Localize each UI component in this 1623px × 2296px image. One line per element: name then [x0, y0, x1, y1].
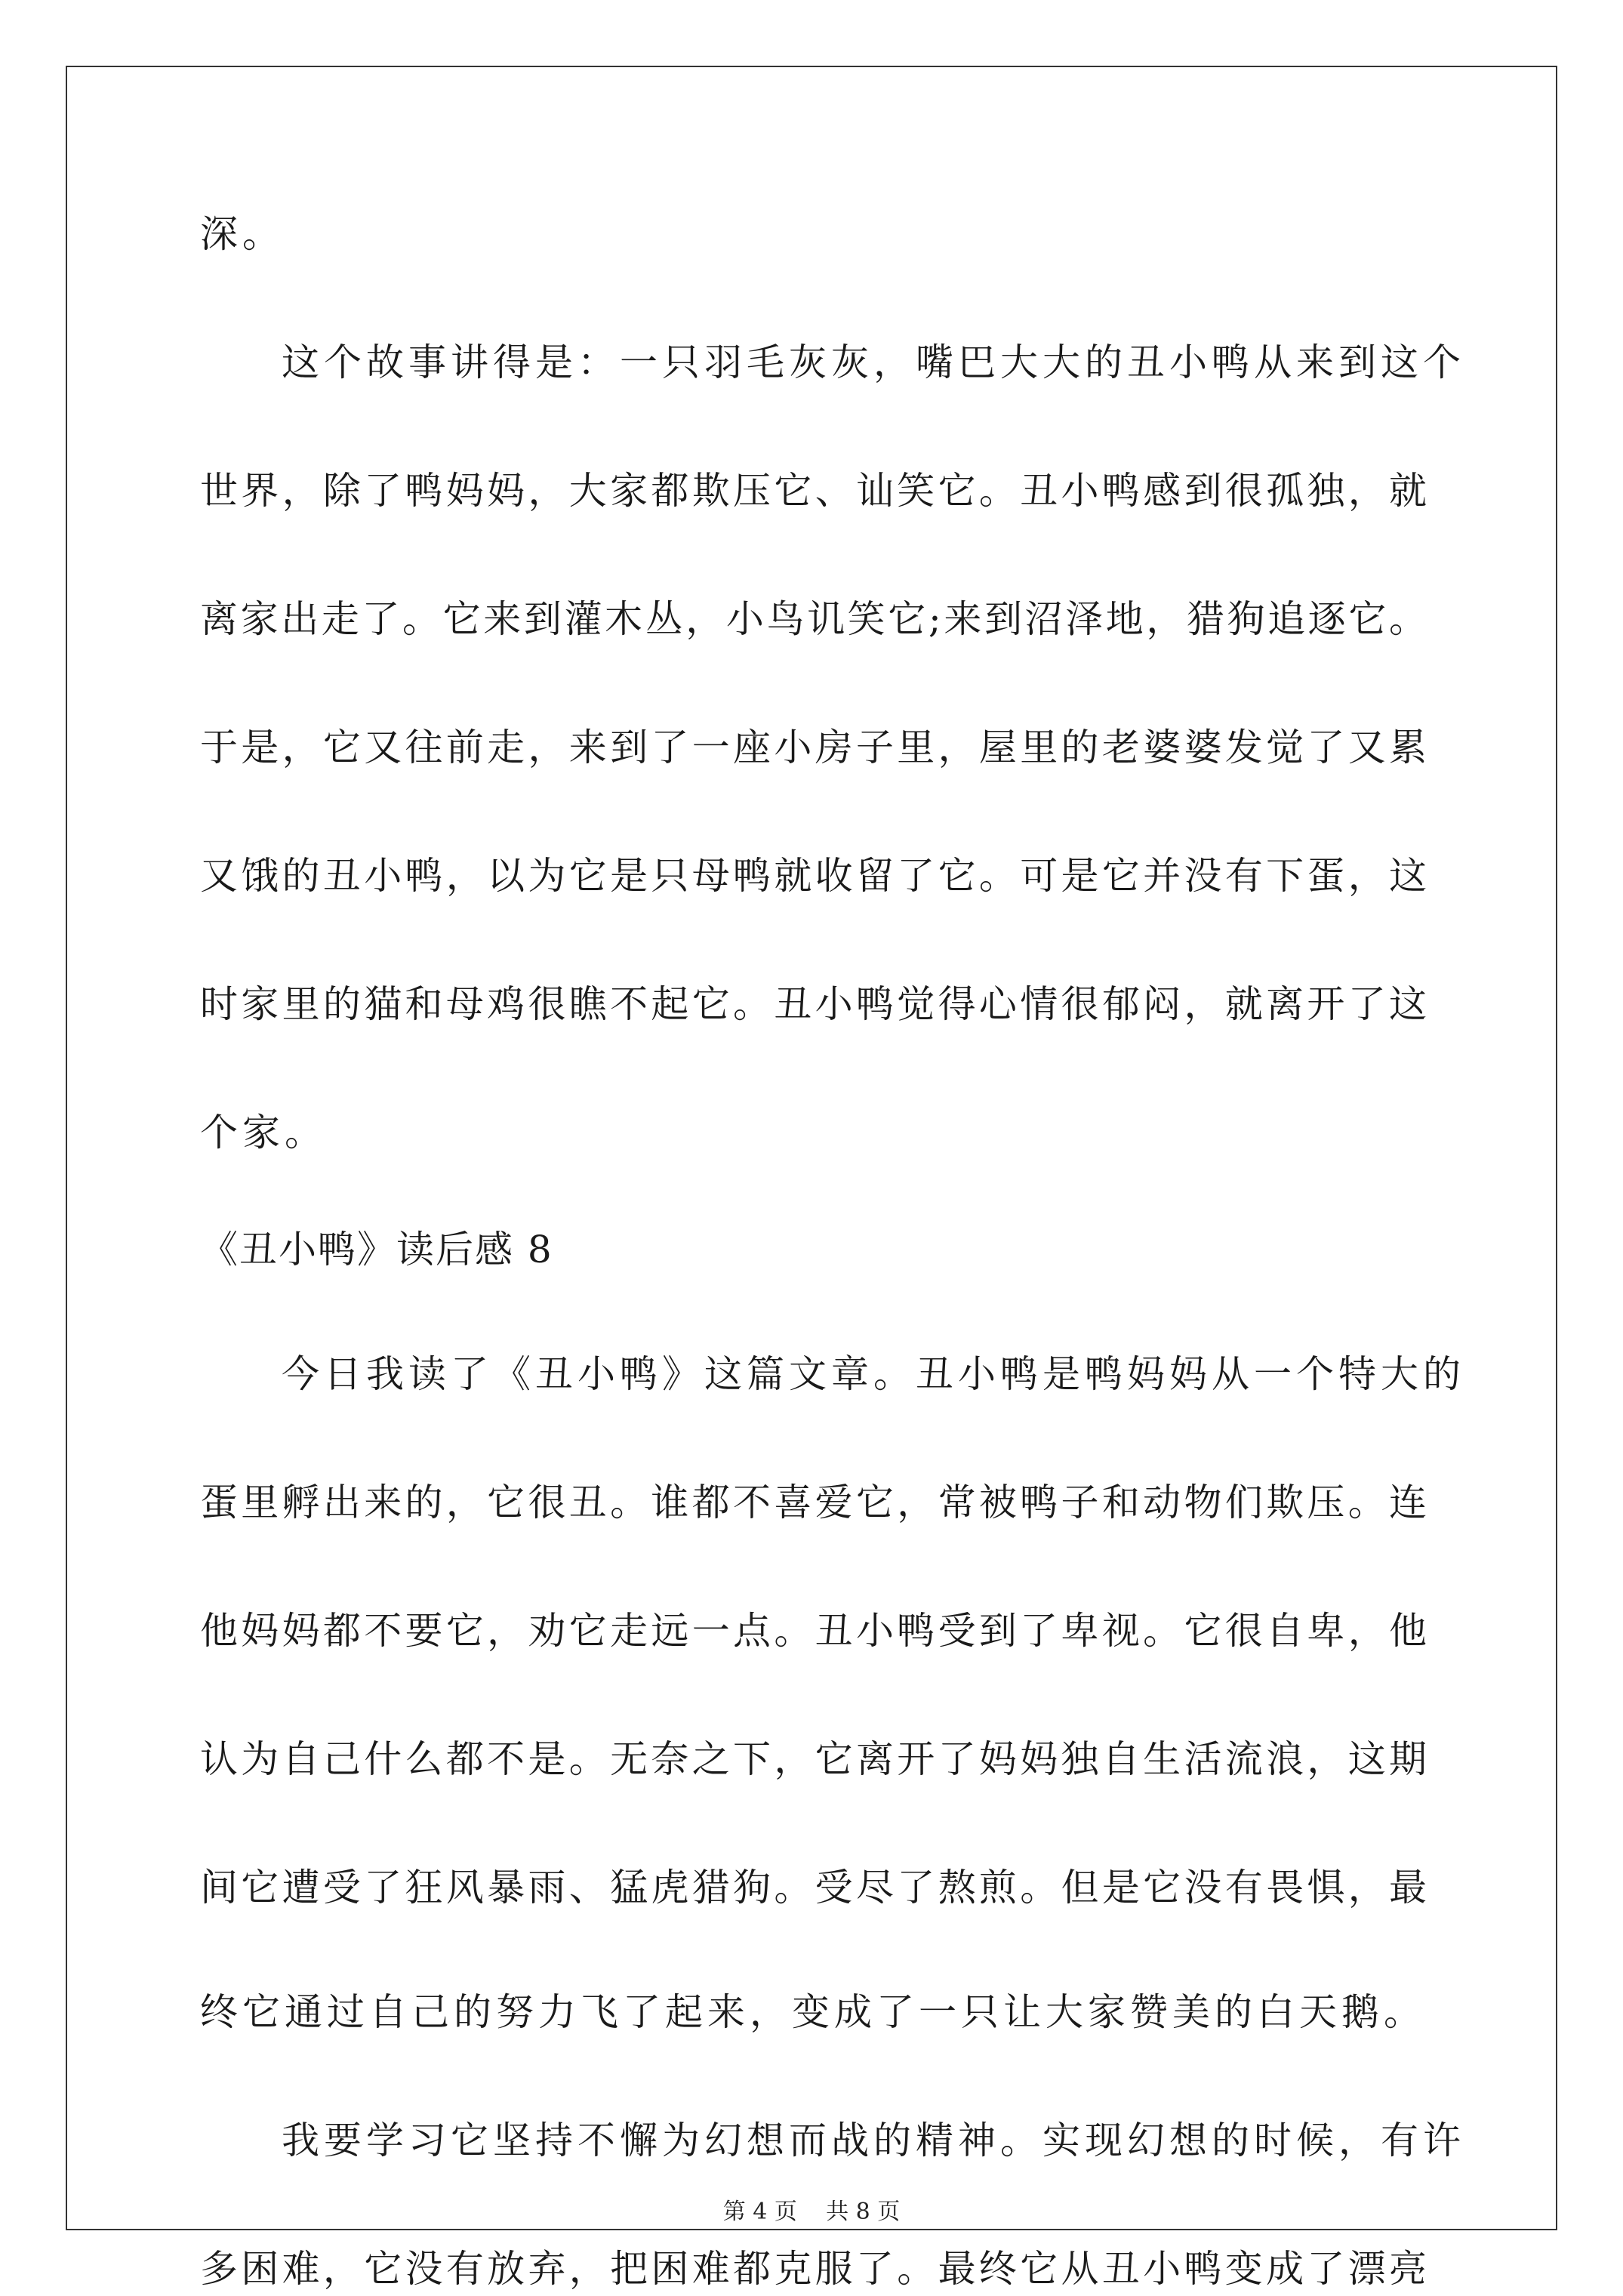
- page-footer: [0, 2197, 1623, 2227]
- paragraph-first-line: 这个故事讲得是：一只羽毛灰灰，嘴巴大大的丑小鸭从来到这个: [282, 341, 1465, 384]
- page-number: 第 4 页: [722, 2199, 797, 2225]
- text-line: 蛋里孵出来的，它很丑。谁都不喜爱它，常被鸭子和动物们欺压。连: [200, 1481, 1427, 1524]
- text-line: 又饿的丑小鸭，以为它是只母鸭就收留了它。可是它并没有下蛋，这: [200, 854, 1427, 898]
- text-line: 于是，它又往前走，来到了一座小房子里，屋里的老婆婆发觉了又累: [200, 726, 1427, 769]
- text-line: 世界，除了鸭妈妈，大家都欺压它、讪笑它。丑小鸭感到很孤独，就: [200, 469, 1427, 513]
- text-line: 间它遭受了狂风暴雨、猛虎猎狗。受尽了熬煎。但是它没有畏惧，最: [200, 1866, 1427, 1909]
- text-line: 个家。: [200, 1111, 327, 1154]
- text-line: 他妈妈都不要它，劝它走远一点。丑小鸭受到了卑视。它很自卑，他: [200, 1609, 1427, 1653]
- text-line: 终它通过自己的努力飞了起来，变成了一只让大家赞美的白天鹅。: [200, 1990, 1426, 2034]
- text-line: 离家出走了。它来到灌木丛，小鸟讥笑它;来到沼泽地，猎狗追逐它。: [200, 597, 1427, 641]
- text-line: 认为自己什么都不是。无奈之下，它离开了妈妈独自生活流浪，这期: [200, 1737, 1427, 1781]
- paragraph-first-line: 今日我读了《丑小鸭》这篇文章。丑小鸭是鸭妈妈从一个特大的: [282, 1352, 1465, 1396]
- text-line: 深。: [200, 212, 285, 256]
- section-heading: 《丑小鸭》读后感 8: [200, 1228, 553, 1271]
- text-line: 时家里的猫和母鸡很瞧不起它。丑小鸭觉得心情很郁闷，就离开了这: [200, 982, 1427, 1026]
- text-line: 多困难，它没有放弃，把困难都克服了。最终它从丑小鸭变成了漂亮: [200, 2247, 1427, 2291]
- page-total: 共 8 页: [826, 2199, 901, 2225]
- paragraph-first-line: 我要学习它坚持不懈为幻想而战的精神。实现幻想的时候，有许: [282, 2119, 1465, 2162]
